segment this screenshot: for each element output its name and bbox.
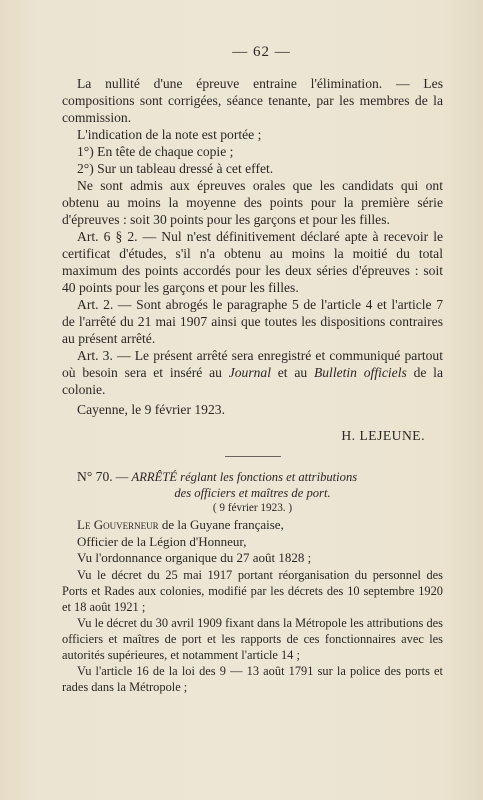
paragraph-art3: [62, 347, 443, 398]
art3-text-mid: et au: [270, 365, 314, 380]
art3-text-before: Art. 3. — Le présent arrêté sera enregistré et communiqué partout où besoin sera et inséré au: [62, 348, 443, 380]
arrete-subtitle: des officiers et maîtres de port.: [174, 485, 331, 500]
gouverneur-rest: de la Guyane française,: [158, 517, 284, 532]
vu-decret-1917: Vu le décret du 25 mai 1917 portant réorganisation du personnel des Ports et Rades aux colonies, modifié par les décrets des 10 septembre 1920 et 18 août 1921 ;: [62, 567, 443, 614]
vu-decret-1909: Vu le décret du 30 avril 1909 fixant dans la Métropole les attributions des officiers et maîtres de port et les rapports de ces fonctionnaires avec les autorités supérieures, et notamment l'article 14 ;: [62, 615, 443, 662]
bulletin-ref: Bulletin officiels: [313, 365, 407, 380]
page-number: — 62 —: [232, 44, 291, 60]
gouverneur-line: [62, 517, 443, 534]
paragraph-indication: L'indication de la note est portée ;: [77, 127, 262, 142]
paragraph-item-2: 2°) Sur un tableau dressé à cet effet.: [77, 161, 274, 176]
arrete-heading: [62, 469, 443, 486]
signature: H. LEJEUNE.: [341, 428, 425, 443]
vu-loi-1791: Vu l'article 16 de la loi des 9 — 13 août 1791 sur la police des ports et rades dans la Métropole ;: [62, 663, 443, 694]
paragraph-art6: Art. 6 § 2. — Nul n'est définitivement déclaré apte à recevoir le certificat d'études, s'il n'a obtenu au moins la moitié du total maximum des points accordés pour les deux séries d'épreuves : soit 40 points pour les garçons et pour les filles.: [62, 229, 443, 295]
officier-line: Officier de la Légion d'Honneur,: [77, 533, 247, 549]
journal-ref: Journal: [228, 365, 271, 380]
art3-text-after: de la colonie.: [62, 365, 443, 397]
paragraph-art2: Art. 2. — Sont abrogés le paragraphe 5 de l'article 4 et l'article 7 de l'arrêté du 21 mai 1907 ainsi que toutes les dispositions contraires au présent arrêté.: [62, 297, 443, 346]
paragraph-nullite: La nullité d'une épreuve entraine l'élimination. — Les compositions sont corrigées, séance tenante, par les membres de la commission.: [62, 76, 443, 125]
arrete-date: ( 9 février 1923. ): [212, 502, 293, 514]
gouverneur-title: Le Gouverneur: [77, 517, 159, 532]
arrete-title-rest: réglant les fonctions et attributions: [177, 470, 358, 484]
section-divider: [225, 456, 281, 457]
paragraph-admission: Ne sont admis aux épreuves orales que les candidats qui ont obtenu au moins la moyenne des points pour la première série d'épreuves : soit 30 points pour les garçons et pour les filles.: [62, 178, 443, 227]
arrete-dash: —: [112, 470, 132, 484]
paragraph-place-date: Cayenne, le 9 février 1923.: [77, 402, 225, 417]
vu-ordonnance: Vu l'ordonnance organique du 27 août 1828 ;: [77, 550, 312, 565]
paragraph-item-1: 1°) En tête de chaque copie ;: [77, 144, 234, 159]
arrete-title: ARRÊTÉ: [131, 470, 178, 484]
arrete-number: N° 70.: [77, 469, 113, 484]
